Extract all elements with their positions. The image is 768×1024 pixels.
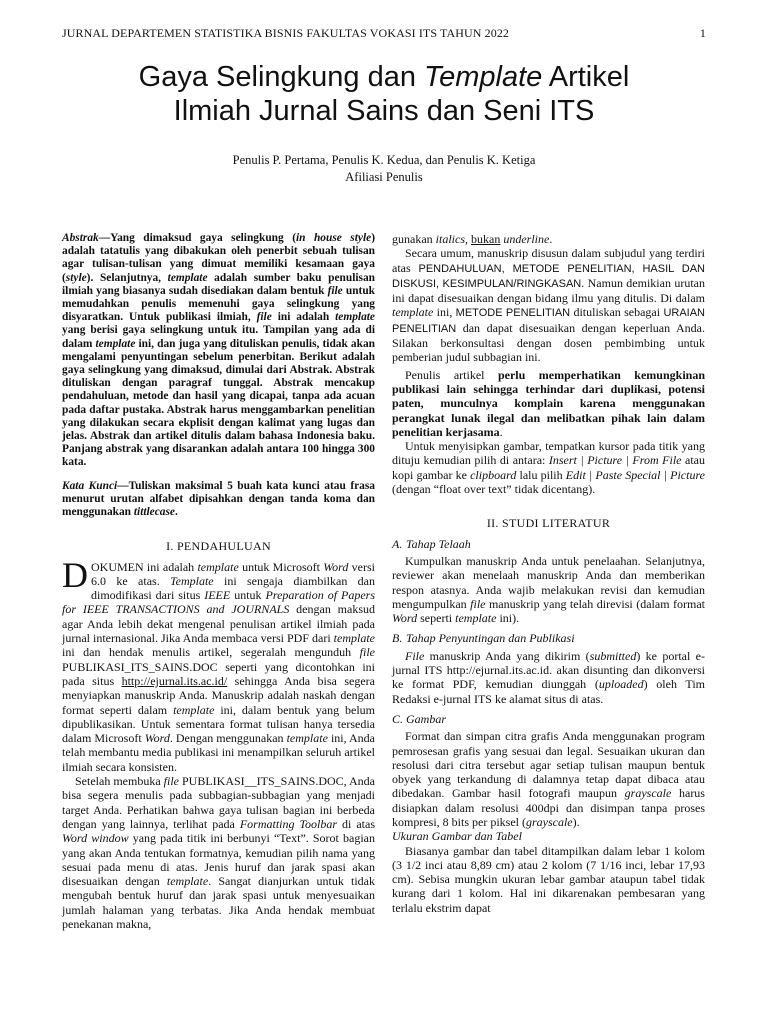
text: —Yang dimaksud gaya selingkung (	[98, 232, 296, 244]
text: template	[335, 311, 375, 324]
subsubsection-heading: Ukuran Gambar dan Tabel	[392, 829, 522, 844]
text: ) adalah tatatulis yang dibakukan oleh penerbit sebuah tulisan agar tulisan-tulisan yang dimuat memiliki kesamaan gaya (	[62, 232, 375, 284]
text: Penulis artikel	[405, 367, 498, 382]
text: template	[173, 702, 215, 717]
spacer	[392, 496, 705, 516]
text: ini).	[496, 611, 520, 626]
text: file	[256, 311, 272, 324]
gambar-paragraph	[392, 729, 705, 829]
text: .	[499, 424, 503, 439]
abstract-lead: Abstrak	[62, 232, 99, 244]
text: ini sengaja diambilkan dan dimodifikasi dari situs	[91, 573, 376, 603]
text: harus disiapkan dalam resolusi 400dpi dan disimpan tanpa proses kompresi, 8 bits per piksel (	[392, 786, 705, 829]
author-names: Penulis P. Pertama, Penulis K. Kedua, dan Penulis K. Ketiga	[232, 153, 536, 167]
text: bukan	[471, 232, 501, 246]
text: gunakan	[392, 232, 436, 246]
text: dengan maksud agar Anda lebih dekat mengenal penulisan artikel ilmiah pada jurnal internasional. Jika Anda membaca versi PDF dari	[62, 602, 375, 646]
text: sehingga Anda bisa segera menyiapkan manuskrip Anda. Manuskrip adalah naskah dengan format seperti dalam	[62, 673, 375, 717]
continued-paragraph	[392, 232, 705, 246]
text: template	[333, 631, 375, 646]
spacer	[62, 470, 375, 480]
text: file	[163, 774, 179, 789]
text: METODE PENELITIAN	[455, 307, 571, 320]
paper-title	[40, 60, 728, 128]
text: ini dan hendak menulis artikel, segeralah mengunduh	[62, 645, 360, 660]
text: template	[95, 337, 136, 350]
text: ini,	[433, 305, 456, 320]
text: Word	[144, 731, 170, 746]
text: manuskrip yang telah direvisi (dalam format	[485, 596, 706, 611]
text: Word window	[62, 831, 129, 846]
warning-paragraph	[392, 368, 705, 439]
text: ini, dan juga yang dituliskan penulis, tidak akan mengalami penyuntingan sebelum penerbitan. Berikut adalah gaya selingkung yang dimaksud, dimulai dari Abstrak. Abstrak dituliskan dengan paragraf tunggal. Abstrak mencakup pendahuluan, metode dan hasil yang dicapai, tanpa ada acuan pada daftar pustaka. Abstrak harus menggambarkan penelitian yang dilakukan secara ekplisit dengan kalimat yang lugas dan jelas. Abstrak dan artikel ditulis dalam bahasa Indonesia baku. Panjang abstrak yang disarankan adalah antara 100 hingga 300 kata.	[62, 337, 375, 469]
text: ) oleh Tim Redaksi e-jurnal ITS ke alamat situs di atas.	[392, 677, 706, 706]
text: dituliskan sebagai	[570, 305, 664, 320]
text: lalu pilih	[516, 467, 566, 482]
author-block	[40, 152, 728, 186]
text: grayscale	[624, 786, 672, 801]
text: template	[286, 731, 328, 746]
ukuran-paragraph: Biasanya gambar dan tabel ditampilkan dalam lebar 1 kolom (3 1/2 inci atau 8,89 cm) atau 2 kolom (7 1/16 inci, lebar 17,93 cm). Sebisa mungkin ukuran lebar gambar ataupun tabel tidak kurang dari 1 kolom. Hal ini dikarenakan pembesaran yang terlalu ekstrim dapat	[392, 843, 705, 915]
text: ).	[572, 814, 580, 829]
text: untuk Microsoft	[238, 559, 324, 574]
subsection-title: Tahap Penyuntingan dan Publikasi	[406, 631, 575, 646]
text: template	[392, 305, 434, 320]
text: OKUMEN ini adalah	[91, 559, 198, 574]
page-number: 1	[699, 26, 706, 40]
text: dan dapat disesuaikan dengan keperluan Anda. Silakan berkonsultasi dengan dosen pembimbing untuk pemberian judul subbagian ini.	[392, 320, 705, 365]
text: ) ke portal e-jurnal ITS http://ejurnal.its.ac.id. akan disunting dan dikonversi ke format PDF, kemudian diunggah (	[392, 648, 705, 692]
title-text: Gaya Selingkung dan	[138, 61, 425, 93]
text: URAIAN PENELITIAN	[392, 307, 705, 335]
keywords	[62, 480, 375, 520]
text: Insert | Picture | From File	[548, 453, 682, 468]
text: Secara umum, manuskrip disusun dalam subjudul yang terdiri atas	[392, 246, 705, 275]
intro-paragraph-1	[62, 554, 376, 774]
text: Format dan simpan citra grafis Anda menggunakan program pemrosesan grafis yang sesuai dan legal. Sesuaikan ukuran dan resolusi dari citra tersebut agar setiap tulisan maupun bentuk obyek yang terkandung di dalamnya tetap dapat dibaca atau dibedakan. Gambar hasil fotografi maupun	[392, 729, 705, 801]
text: File	[405, 648, 425, 663]
text: uploaded	[598, 677, 644, 692]
text: ini, Anda telah membantu media publikasi ini menampilkan seluruh artikel ilmiah secara konsisten.	[62, 731, 375, 774]
left-column	[62, 232, 375, 931]
text: Template	[170, 573, 214, 588]
text: ). Selanjutnya,	[86, 271, 168, 284]
right-column	[392, 232, 705, 915]
publikasi-paragraph	[392, 649, 705, 706]
text: ini, dalam bentuk yang belum dipublikasikan. Untuk sementara format tulisan hanya tersedia dalam Microsoft	[62, 702, 376, 746]
title-italic: Template	[424, 61, 543, 93]
text: —Tuliskan maksimal 5 buah kata kunci atau frasa menurut urutan alfabet dipisahkan dengan tanda koma dan menggunakan	[62, 479, 375, 519]
running-header	[62, 26, 706, 41]
structure-paragraph	[392, 246, 705, 364]
text: versi 6.0 ke atas.	[91, 559, 376, 588]
text: underline	[503, 232, 550, 246]
text: file	[470, 596, 486, 611]
subsection-number: C.	[392, 711, 404, 726]
subsection-heading-a	[392, 537, 705, 551]
author-affiliation: Afiliasi Penulis	[345, 170, 423, 184]
insert-image-paragraph	[392, 439, 705, 496]
subsection-title: Gambar	[406, 711, 447, 726]
text: template	[197, 559, 239, 574]
text: file	[327, 284, 343, 297]
subsection-heading-b	[392, 631, 705, 645]
text: in house style	[295, 232, 372, 244]
section-heading-pendahuluan: I. PENDAHULUAN	[166, 539, 271, 554]
subsection-heading-c	[392, 712, 705, 726]
text: di atas	[337, 816, 376, 831]
title-line-2: Ilmiah Jurnal Sains dan Seni ITS	[173, 95, 595, 127]
text: PENDAHULUAN, METODE PENELITIAN, HASIL DAN DISKUSI, KESIMPULAN/RINGKASAN	[392, 262, 705, 290]
subsection-number: B.	[392, 631, 403, 646]
text: manuskrip Anda yang dikirim (	[424, 648, 590, 663]
subsection-title: Tahap Telaah	[406, 536, 471, 551]
text: . Namun demikian urutan ini dapat disesuaikan dengan bidang ilmu yang ditulis. Di dalam	[392, 275, 705, 306]
text: .	[174, 506, 178, 519]
intro-paragraph-2	[62, 774, 375, 931]
text: Edit | Paste Special | Picture	[565, 467, 705, 482]
text: file	[359, 645, 375, 660]
text: untuk	[230, 588, 266, 603]
text: seperti	[417, 611, 456, 626]
text: PUBLIKASI_ITS_SAINS.DOC seperti yang dicontohkan ini pada situs	[62, 659, 375, 688]
text: tittlecase	[133, 506, 175, 519]
text: (dengan “float over text” tidak dicentang).	[392, 482, 596, 497]
text: yang berisi gaya selingkung untuk itu. Tampilan yang ada di dalam	[62, 324, 375, 350]
ejurnal-link[interactable]: http://ejurnal.its.ac.id/	[121, 673, 228, 688]
text: Untuk menyisipkan gambar, tempatkan kursor pada titik yang dituju kemudian pilih di antara:	[392, 439, 705, 468]
text: Kumpulkan manuskrip Anda untuk penelaahan. Selanjutnya, reviewer akan menelaah manuskrip Anda dan memberikan respon atasnya. Anda wajib melakukan revisi dan kemudian mengumpulkan	[392, 553, 705, 611]
text: adalah sumber baku penulisan ilmiah yang biasanya sudah disediakan dalam bentuk	[62, 271, 375, 297]
text: Formatting Toolbar	[239, 816, 338, 831]
section-heading-studi-literatur: II. STUDI LITERATUR	[486, 516, 611, 531]
keywords-lead: Kata Kunci	[62, 479, 118, 492]
text: PUBLIKASI__ITS_SAINS.DOC, Anda bisa segera menulis pada subbagian-subbagian yang menjadi target Anda. Perhatikan bahwa gaya tulisan bagian ini berbeda dengan yang lainnya, terlihat pada	[62, 774, 376, 831]
text: . Dengan menggunakan	[169, 731, 287, 746]
text: Preparation of Papers for IEEE TRANSACTIONS and JOURNALS	[62, 588, 375, 617]
drop-cap: D	[62, 554, 88, 595]
journal-name: JURNAL DEPARTEMEN STATISTIKA BISNIS FAKULTAS VOKASI ITS TAHUN 2022	[62, 26, 510, 40]
text: template	[166, 874, 209, 889]
text: template	[167, 271, 208, 284]
text: template	[455, 611, 497, 626]
title-text: Artikel	[542, 61, 630, 93]
spacer	[62, 519, 375, 539]
telaah-paragraph	[392, 554, 705, 625]
text: ini adalah	[271, 311, 336, 324]
text: atau kopi gambar ke	[392, 453, 705, 482]
text: Word	[392, 611, 418, 626]
text: italics	[435, 232, 465, 246]
text: grayscale	[525, 814, 573, 829]
text: Setelah membuka	[75, 774, 164, 789]
text: Word	[323, 559, 349, 574]
text: perlu memperhatikan kemungkinan publikasi lain sehingga terhindar dari duplikasi, potensi paten, munculnya komplain karena menggunakan perangkat lunak ilegal dan melibatkan pihak lain dalam penelitian kerjasama	[392, 367, 705, 439]
text: untuk memudahkan penulis memenuhi gaya selingkung yang disyaratkan. Untuk publikasi ilmiah,	[62, 284, 376, 324]
subsection-number: A.	[392, 536, 403, 551]
text: clipboard	[470, 467, 517, 482]
abstract	[62, 232, 375, 470]
text: .	[549, 232, 553, 246]
text: style	[65, 271, 87, 284]
text: IEEE	[204, 588, 231, 603]
text: submitted	[589, 648, 637, 663]
text: ,	[465, 232, 471, 246]
text: yang pada titik ini berbunyi “Text”. Sorot bagian yang akan Anda tentukan formatnya, kemudian pilih nama yang sesuai pada menu di atas. Jenis huruf dan jarak spasi akan disesuaikan dengan	[62, 831, 375, 889]
text: . Sangat dianjurkan untuk tidak mengubah bentuk huruf dan jarak spasi untuk menyesuaikan jumlah halaman yang terbatas. Jika Anda hendak membuat penekanan makna,	[62, 874, 376, 931]
